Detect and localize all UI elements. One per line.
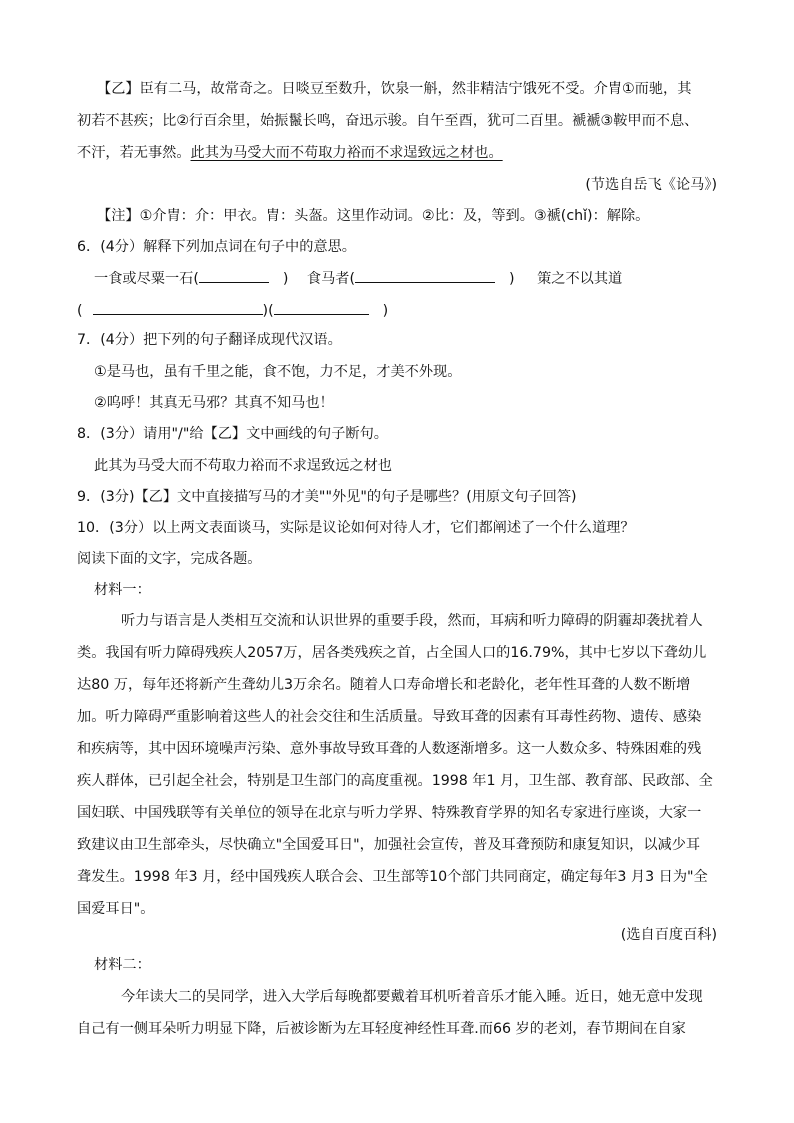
q6-close-b: ) <box>509 271 515 287</box>
underlined-sentence: 此其为马受大而不苟取力裕而不求逞致远之材也。 <box>190 145 503 161</box>
question-7: 7．(4分）把下列的句子翻译成现代汉语。 <box>77 332 342 348</box>
material-1-line: 国爱耳日"。 <box>77 901 155 917</box>
q6-item-b: 食马者( <box>306 271 356 287</box>
material-1-line: 加。听力障碍严重影响着这些人的社会交往和生活质量。导致耳聋的因素有耳毒性药物、遗传、感染 <box>77 709 702 725</box>
reading-intro: 阅读下面的文字，完成各题。 <box>77 551 262 567</box>
passage-yi-line-3 <box>77 143 503 163</box>
passage-yi-line-3-text: 不汗，若无事然。 <box>77 145 191 161</box>
material-1-line: 国妇联、中国残联等有关单位的领导在北京与听力学界、特殊教育学界的知名专家进行座谈，大家一 <box>77 805 702 821</box>
material-1-line: 达80 万，每年还将新产生聋幼儿3万余名。随着人口寿命增长和老龄化，老年性耳聋的人数不断增 <box>77 677 691 693</box>
q6-row2-open: ( <box>77 303 83 319</box>
question-6-row-1 <box>94 268 622 288</box>
material-2-line: 今年读大二的吴同学，进入大学后每晚都要戴着耳机听着音乐才能入睡。近日，她无意中发现 <box>121 989 703 1005</box>
question-9: 9．(3分)【乙】文中直接描写马的才美""外见"的句子是哪些？(用原文句子回答) <box>77 489 577 505</box>
passage-note: 【注】①介胄：介：甲衣。胄：头盔。这里作动词。②比：及，等到。③褫(chǐ)：解除。 <box>97 208 650 224</box>
material-2-line: 自己有一侧耳朵听力明显下降，后被诊断为左耳轻度神经性耳聋.而66 岁的老刘，春节期间在自家 <box>77 1021 686 1037</box>
passage-source: (节选自岳飞《论马》) <box>585 177 717 193</box>
passage-yi-line-2: 初若不甚疾；比②行百余里，始振鬣长鸣，奋迅示骏。自午至酉，犹可二百里。褫褫③鞍甲而不息、 <box>77 113 699 129</box>
q6-item-c: 策之不以其道 <box>537 271 623 287</box>
question-8: 8．(3分）请用"/"给【乙】文中画线的句子断句。 <box>77 426 388 442</box>
material-1-source: (选自百度百科) <box>620 927 717 943</box>
material-2-title: 材料二： <box>94 957 151 973</box>
question-8-sentence: 此其为马受大而不苟取力裕而不求逞致远之材也 <box>94 458 392 474</box>
q6-item-a: 一食或尽粟一石( <box>94 271 199 287</box>
q6-row2-mid: )( <box>262 303 274 319</box>
answer-blank-a[interactable] <box>199 268 269 283</box>
question-7-item-1: ①是马也，虽有千里之能，食不饱，力不足，才美不外现。 <box>94 364 462 380</box>
answer-blank-d[interactable] <box>274 300 369 315</box>
material-1-line: 听力与语言是人类相互交流和认识世界的重要手段，然而，耳病和听力障碍的阴霾却袭扰着人 <box>121 613 703 629</box>
question-7-item-2: ②呜呼！其真无马邪？其真不知马也！ <box>94 395 334 411</box>
passage-yi-line-1: 【乙】臣有二马，故常奇之。日啖豆至数升，饮泉一斛，然非精洁宁饿死不受。介胄①而驰，其 <box>97 81 692 97</box>
material-1-line: 疾人群体，已引起全社会，特别是卫生部门的高度重视。1998 年1 月，卫生部、教育部、民政部、全 <box>77 773 713 789</box>
answer-blank-b[interactable] <box>355 268 495 283</box>
question-6-row-2 <box>77 300 388 320</box>
material-1-line: 和疾病等，其中因环境噪声污染、意外事故导致耳聋的人数逐渐增多。这一人数众多、特殊困难的残 <box>77 741 702 757</box>
material-1-line: 聋发生。1998 年3 月，经中国残疾人联合会、卫生部等10个部门共同商定，确定每年3 月3 日为"全 <box>77 869 708 885</box>
material-1-line: 类。我国有听力障碍残疾人2057万，居各类残疾之首，占全国人口的16.79%，其中七岁以下聋幼儿 <box>77 645 707 661</box>
material-1-line: 致建议由卫生部牵头，尽快确立"全国爱耳日"，加强社会宣传，普及耳聋预防和康复知识，以减少耳 <box>77 837 701 853</box>
answer-blank-c[interactable] <box>93 300 263 315</box>
material-1-title: 材料一： <box>94 582 151 598</box>
question-10: 10．(3分）以上两文表面谈马，实际是议论如何对待人才，它们都阐述了一个什么道理？ <box>77 520 635 536</box>
q6-row2-close: ) <box>382 303 389 319</box>
q6-close-a: ) <box>282 271 289 287</box>
question-6: 6．(4分）解释下列加点词在句子中的意思。 <box>77 239 356 255</box>
